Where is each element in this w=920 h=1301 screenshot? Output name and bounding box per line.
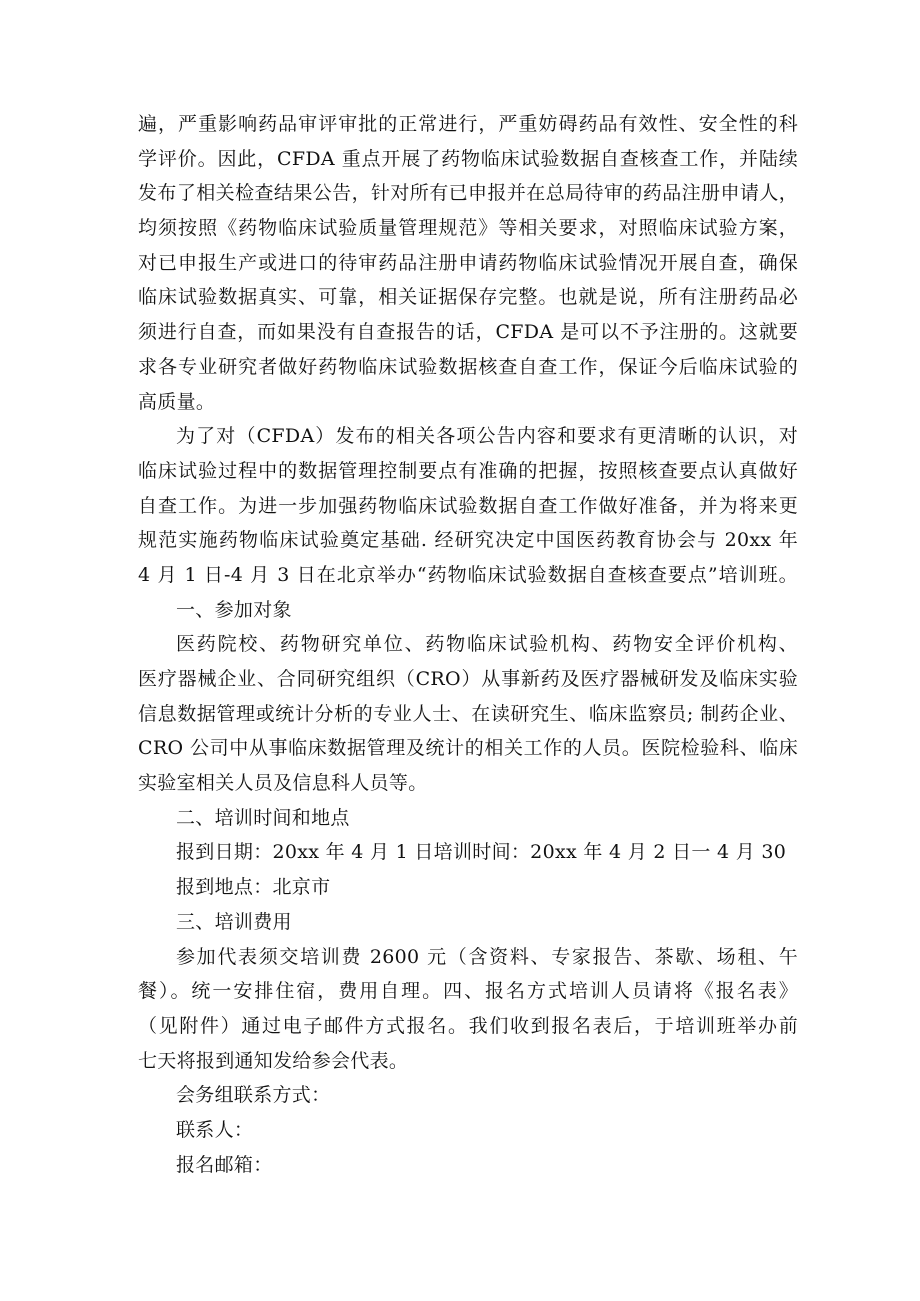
text-line: 临床试验过程中的数据管理控制要点有准确的把握，按照核查要点认真做好 <box>138 459 798 482</box>
text-line: 报到日期：20xx 年 4 月 1 日培训时间：20xx 年 4 月 2 日一 4 月 30 <box>176 841 787 864</box>
document-body <box>138 107 798 1182</box>
text-line: 4 月 1 日-4 月 3 日在北京举办“药物临床试验数据自查核查要点”培训班。 <box>138 563 798 586</box>
text-line: 须进行自查，而如果没有自查报告的话，CFDA 是可以不予注册的。这就要 <box>138 321 798 344</box>
contact-heading: 会务组联系方式： <box>176 1084 331 1107</box>
text-line: 规范实施药物临床试验奠定基础. 经研究决定中国医药教育协会与 20xx 年 <box>138 529 798 552</box>
text-line: 医疗器械企业、合同研究组织（CRO）从事新药及医疗器械研发及临床实验 <box>138 668 798 690</box>
text-line: 对已申报生产或进口的待审药品注册申请药物临床试验情况开展自查，确保 <box>138 251 798 274</box>
text-line: 信息数据管理或统计分析的专业人士、在读研究生、临床监察员; 制药企业、 <box>138 702 798 725</box>
section-heading: 一、参加对象 <box>176 598 292 621</box>
text-line: 求各专业研究者做好药物临床试验数据核查自查工作，保证今后临床试验的 <box>138 355 798 378</box>
text-line: 均须按照《药物临床试验质量管理规范》等相关要求，对照临床试验方案， <box>138 217 798 240</box>
section-heading: 二、培训时间和地点 <box>176 806 350 829</box>
text-line: （见附件）通过电子邮件方式报名。我们收到报名表后，于培训班举办前 <box>138 1014 798 1037</box>
text-line: 高质量。 <box>138 390 216 413</box>
text-line: 餐）。统一安排住宿，费用自理。四、报名方式培训人员请将《报名表》 <box>138 980 798 1003</box>
text-line: 七天将报到通知发给参会代表。 <box>138 1049 409 1072</box>
paragraph-first-line: 参加代表须交培训费 2600 元（含资料、专家报告、茶歇、场租、午 <box>176 945 798 968</box>
text-line: CRO 公司中从事临床数据管理及统计的相关工作的人员。医院检验科、临床 <box>138 737 798 760</box>
text-line: 临床试验数据真实、可靠，相关证据保存完整。也就是说，所有注册药品必 <box>138 286 798 309</box>
text-line: 报到地点：北京市 <box>176 876 331 899</box>
registration-email: 报名邮箱： <box>176 1153 273 1176</box>
paragraph-first-line: 医药院校、药物研究单位、药物临床试验机构、药物安全评价机构、 <box>176 633 798 656</box>
text-line: 学评价。因此，CFDA 重点开展了药物临床试验数据自查核查工作，并陆续 <box>138 147 798 170</box>
contact-person: 联系人： <box>176 1118 254 1141</box>
text-line: 遍，严重影响药品审评审批的正常进行，严重妨碍药品有效性、安全性的科 <box>138 113 798 135</box>
paragraph-first-line: 为了对（CFDA）发布的相关各项公告内容和要求有更清晰的认识，对 <box>176 425 798 448</box>
text-line: 发布了相关检查结果公告，针对所有已申报并在总局待审的药品注册申请人， <box>138 182 798 205</box>
text-line: 实验室相关人员及信息科人员等。 <box>138 772 428 795</box>
text-line: 自查工作。为进一步加强药物临床试验数据自查工作做好准备，并为将来更 <box>138 494 798 517</box>
section-heading: 三、培训费用 <box>176 910 292 933</box>
